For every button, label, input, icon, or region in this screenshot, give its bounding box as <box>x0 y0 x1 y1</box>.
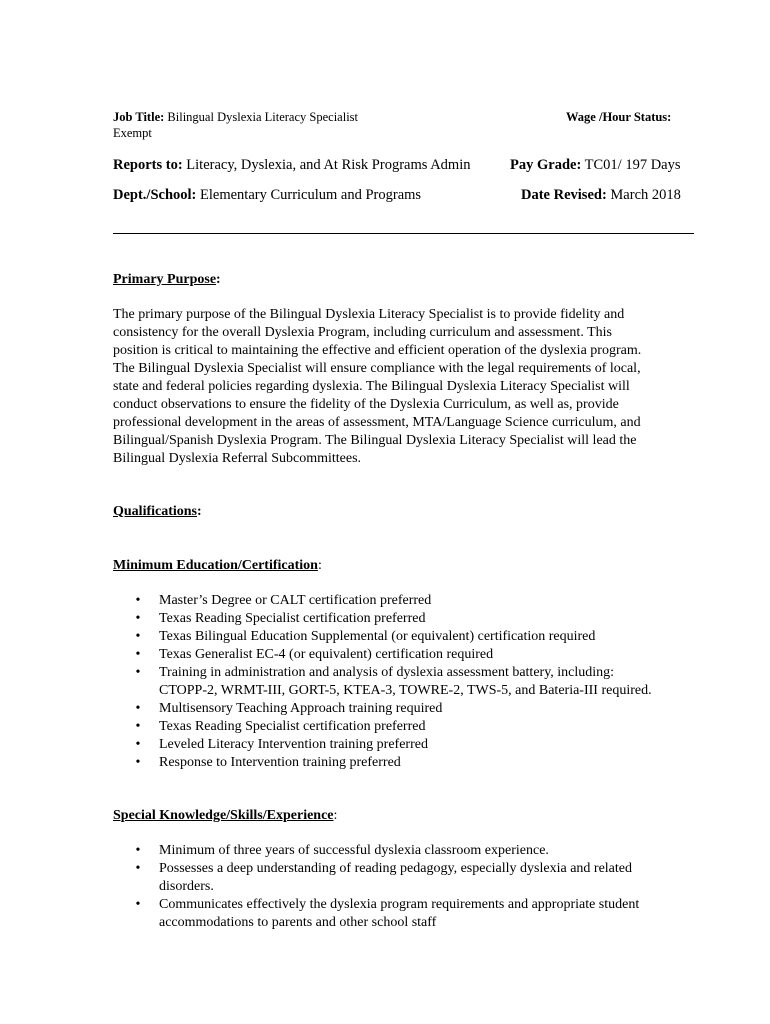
special-knowledge-heading-text: Special Knowledge/Skills/Experience <box>113 808 334 823</box>
list-item <box>113 842 713 860</box>
paragraph-line: conduct observations to ensure the fidelity of the Dyslexia Curriculum, as well as, provide <box>113 397 619 412</box>
list-item <box>113 860 713 896</box>
reports-to-line <box>113 156 470 174</box>
bullet-icon: • <box>135 897 141 912</box>
qualifications-heading-text: Qualifications <box>113 504 198 519</box>
primary-purpose-heading-colon: : <box>216 272 221 287</box>
paragraph-line: state and federal policies regarding dyslexia. The Bilingual Dyslexia Literacy Specialist will <box>113 379 630 394</box>
paragraph-line: The primary purpose of the Bilingual Dyslexia Literacy Specialist is to provide fidelity and <box>113 307 625 322</box>
list-item-text: Training in administration and analysis of dyslexia assessment battery, including: <box>159 665 615 680</box>
list-item <box>113 896 713 932</box>
bullet-icon: • <box>135 593 141 608</box>
qualifications-heading-colon: : <box>197 504 202 519</box>
list-item <box>113 592 713 610</box>
list-item-text: Multisensory Teaching Approach training required <box>159 701 443 716</box>
bullet-icon: • <box>135 647 141 662</box>
list-item-text: Texas Reading Specialist certification preferred <box>159 611 426 626</box>
bullet-icon: • <box>135 665 141 680</box>
paragraph-line: consistency for the overall Dyslexia Program, including curriculum and assessment. This <box>113 325 612 340</box>
paragraph-line: Bilingual Dyslexia Referral Subcommittees. <box>113 451 362 466</box>
list-item <box>113 736 713 754</box>
job-title-line <box>113 109 358 125</box>
min-education-list <box>113 592 713 772</box>
dept-school-line <box>113 186 421 204</box>
paragraph-line: Bilingual/Spanish Dyslexia Program. The Bilingual Dyslexia Literacy Specialist will lead the <box>113 433 637 448</box>
list-item-text: Minimum of three years of successful dyslexia classroom experience. <box>159 843 549 858</box>
list-item <box>113 700 713 718</box>
date-revised-label: Date Revised: <box>521 187 607 203</box>
header-divider <box>113 233 694 234</box>
list-item <box>113 610 713 628</box>
bullet-icon: • <box>135 719 141 734</box>
min-education-heading <box>113 557 322 575</box>
min-education-heading-text: Minimum Education/Certification <box>113 558 318 573</box>
list-item <box>113 718 713 736</box>
paragraph-line: The Bilingual Dyslexia Specialist will ensure compliance with the legal requirements of local, <box>113 361 641 376</box>
qualifications-heading <box>113 503 202 521</box>
list-item-text: Texas Generalist EC-4 (or equivalent) certification required <box>159 647 494 662</box>
bullet-icon: • <box>135 629 141 644</box>
bullet-icon: • <box>135 611 141 626</box>
bullet-icon: • <box>135 737 141 752</box>
job-title-value: Bilingual Dyslexia Literacy Specialist <box>167 110 358 124</box>
dept-school-value: Elementary Curriculum and Programs <box>200 187 422 203</box>
primary-purpose-heading <box>113 271 221 289</box>
primary-purpose-paragraph <box>113 306 703 468</box>
list-item-text: Leveled Literacy Intervention training preferred <box>159 737 428 752</box>
list-item-text: Texas Reading Specialist certification preferred <box>159 719 426 734</box>
list-item <box>113 646 713 664</box>
list-item <box>113 664 713 700</box>
reports-to-label: Reports to: <box>113 157 183 173</box>
list-item <box>113 628 713 646</box>
list-item-text: Texas Bilingual Education Supplemental (or equivalent) certification required <box>159 629 596 644</box>
list-item <box>113 754 713 772</box>
wage-hour-status-label: Wage /Hour Status: <box>566 110 672 124</box>
bullet-icon: • <box>135 701 141 716</box>
job-title-label: Job Title: <box>113 110 165 124</box>
dept-school-label: Dept./School: <box>113 187 197 203</box>
list-item-text: CTOPP-2, WRMT-III, GORT-5, KTEA-3, TOWRE-2, TWS-5, and Bateria-III required. <box>159 683 652 698</box>
list-item-text: Possesses a deep understanding of reading pedagogy, especially dyslexia and related <box>159 861 632 876</box>
special-knowledge-heading-colon: : <box>333 808 338 823</box>
bullet-icon: • <box>135 861 141 876</box>
list-item-text: Response to Intervention training preferred <box>159 755 401 770</box>
pay-grade-value: TC01/ 197 Days <box>584 157 681 173</box>
bullet-icon: • <box>135 843 141 858</box>
special-knowledge-list <box>113 842 713 932</box>
reports-to-value: Literacy, Dyslexia, and At Risk Programs Admin <box>186 157 471 173</box>
date-revised-line <box>521 186 681 204</box>
paragraph-line: professional development in the areas of assessment, MTA/Language Science curriculum, and <box>113 415 641 430</box>
paragraph-line: position is critical to maintaining the effective and efficient operation of the dyslexia program. <box>113 343 642 358</box>
special-knowledge-heading <box>113 807 337 825</box>
bullet-icon: • <box>135 755 141 770</box>
job-title-continuation: Exempt <box>113 126 152 140</box>
list-item-text: accommodations to parents and other school staff <box>159 915 437 930</box>
list-item-text: Communicates effectively the dyslexia program requirements and appropriate student <box>159 897 640 912</box>
list-item-text: disorders. <box>159 879 214 894</box>
date-revised-value: March 2018 <box>610 187 681 203</box>
pay-grade-label: Pay Grade: <box>510 157 582 173</box>
min-education-heading-colon: : <box>317 558 322 573</box>
primary-purpose-heading-text: Primary Purpose <box>113 272 217 287</box>
pay-grade-line <box>510 156 681 174</box>
list-item-text: Master’s Degree or CALT certification preferred <box>159 593 432 608</box>
